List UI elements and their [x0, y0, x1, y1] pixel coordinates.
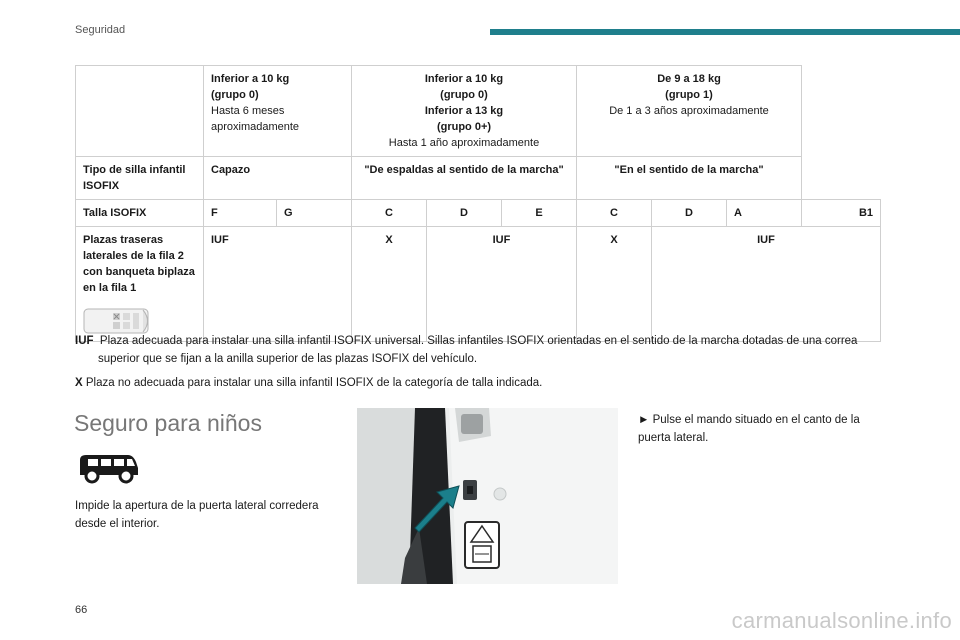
legend-iuf: IUF Plaza adecuada para instalar una silla infantil ISOFIX universal. Sillas infantiles ISOFIX orientadas en el sentido de la marcha dotadas de una correa superior que se fijan a la anilla superior de las plazas ISOFIX del vehículo.	[75, 335, 858, 365]
isofix-size-cell: C	[577, 200, 652, 227]
section-title: Seguro para niños	[74, 410, 262, 436]
seat-type-label: Tipo de silla infantil ISOFIX	[76, 157, 204, 200]
door-child-lock-photo	[357, 408, 618, 584]
isofix-size-cell: A	[727, 200, 802, 227]
seat-type-row	[76, 157, 881, 200]
isofix-size-cell: D	[427, 200, 502, 227]
legend-notes	[75, 332, 885, 398]
header-accent-bar	[490, 29, 960, 35]
isofix-size-cell: F	[204, 200, 277, 227]
isofix-size-cell: C	[352, 200, 427, 227]
seat-type-value: "De espaldas al sentido de la marcha"	[352, 157, 577, 200]
isofix-table	[75, 65, 881, 342]
isofix-size-row	[76, 200, 881, 227]
rear-seats-row	[76, 227, 881, 342]
group-1-header: De 9 a 18 kg (grupo 1) De 1 a 3 años aproximadamente	[577, 66, 802, 157]
rear-seats-value: IUF	[204, 227, 352, 342]
rear-seats-value: IUF	[427, 227, 577, 342]
isofix-size-cell: G	[277, 200, 352, 227]
watermark: carmanualsonline.info	[731, 608, 952, 633]
group-header-row	[76, 66, 881, 157]
instruction-text: ► Pulse el mando situado en el canto de la puerta lateral.	[638, 414, 860, 444]
header-section-title: Seguridad	[75, 24, 126, 36]
isofix-size-label: Talla ISOFIX	[76, 200, 204, 227]
isofix-size-cell: B1	[802, 200, 881, 227]
legend-x: X Plaza no adecuada para instalar una silla infantil ISOFIX de la categoría de talla indicada.	[75, 377, 543, 389]
empty-corner-cell	[76, 66, 204, 157]
rear-seats-label: Plazas traseras laterales de la fila 2 con banqueta biplaza en la fila 1	[83, 234, 195, 294]
rear-seats-value: X	[577, 227, 652, 342]
rear-seats-value: X	[352, 227, 427, 342]
van-icon	[76, 452, 140, 484]
seat-type-value: "En el sentido de la marcha"	[577, 157, 802, 200]
section-description: Impide la apertura de la puerta lateral corredera desde el interior.	[75, 500, 319, 530]
isofix-size-cell: E	[502, 200, 577, 227]
rear-seats-label-cell	[76, 227, 204, 342]
group-0plus-header: Inferior a 10 kg (grupo 0) Inferior a 13 kg (grupo 0+) Hasta 1 año aproximadamente	[352, 66, 577, 157]
isofix-size-cell: D	[652, 200, 727, 227]
group-0-header: Inferior a 10 kg (grupo 0) Hasta 6 meses aproximadamente	[204, 66, 352, 157]
rear-seats-value: IUF	[652, 227, 881, 342]
page-number: 66	[75, 604, 88, 616]
seat-type-value: Capazo	[204, 157, 352, 200]
